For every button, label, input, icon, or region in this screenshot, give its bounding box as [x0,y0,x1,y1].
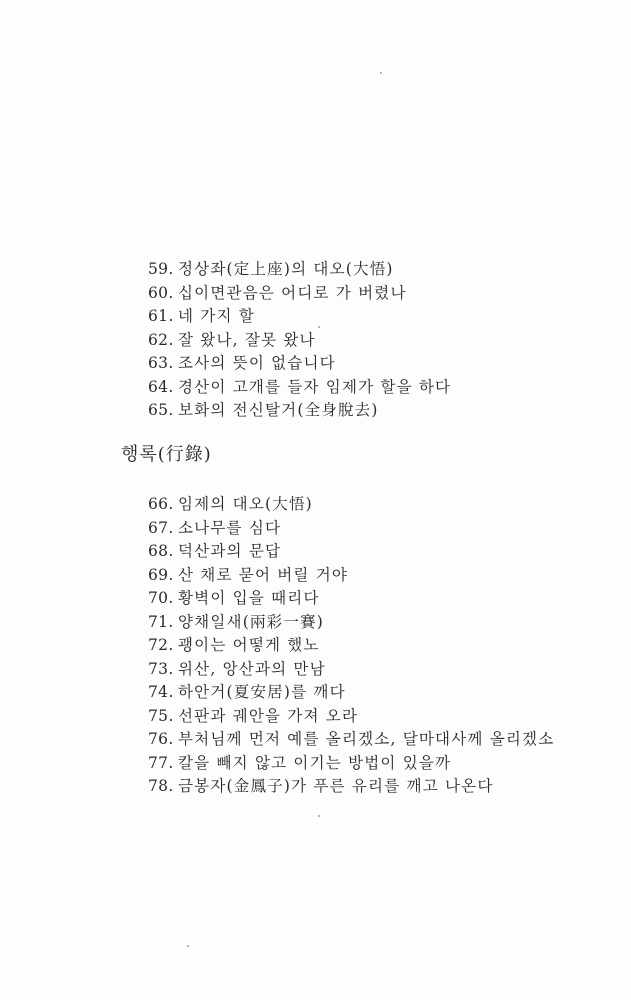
toc-entry-title: 십이면관음은 어디로 가 버렸나 [178,283,407,302]
toc-entry-number: 70. [148,589,174,607]
toc-entry-number: 62. [148,330,174,349]
toc-entry-number: 77. [148,753,174,772]
toc-entry [148,634,554,658]
toc-list-group-2 [148,493,554,799]
toc-entry [148,399,451,423]
toc-entry [148,705,554,729]
toc-entry-number: 75. [148,706,174,725]
toc-entry [148,493,554,517]
toc-entry-title: 선판과 궤안을 가져 오라 [178,706,359,725]
paper-speck [318,815,320,817]
paper-speck [187,945,189,947]
toc-entry-title: 칼을 빼지 않고 이기는 방법이 있을까 [178,753,452,772]
toc-entry-number: 78. [148,777,174,795]
toc-entry-number: 65. [148,401,174,419]
toc-entry-title: 정상좌(定上座)의 대오(大悟) [178,260,394,278]
toc-entry-title: 잘 왔나, 잘못 왔나 [178,330,316,349]
toc-entry-title: 양채일새(兩彩一賽) [178,612,324,631]
toc-entry-number: 76. [148,730,174,748]
toc-entry [148,611,554,635]
toc-entry [148,587,554,611]
toc-entry-title: 부처님께 먼저 예를 올리겠소, 달마대사께 올리겠소 [178,730,555,748]
toc-entry-title: 네 가지 할 [178,307,255,325]
toc-entry-title: 조사의 뜻이 없습니다 [178,354,336,372]
toc-entry [148,352,451,376]
toc-entry [148,564,554,588]
toc-entry-title: 산 채로 묻어 버릴 거야 [178,565,349,584]
toc-entry-number: 74. [148,683,174,701]
toc-entry [148,752,554,776]
toc-entry [148,517,554,541]
toc-entry-number: 72. [148,636,174,654]
toc-entry-number: 60. [148,283,174,302]
toc-entry-number: 71. [148,612,174,631]
toc-entry-number: 73. [148,659,174,678]
toc-entry-title: 황벽이 입을 때리다 [178,589,320,607]
paper-speck [380,72,382,74]
toc-entry-number: 66. [148,495,174,513]
toc-entry [148,658,554,682]
toc-entry-title: 위산, 앙산과의 만남 [178,659,326,678]
toc-entry [148,540,554,564]
toc-entry [148,282,451,306]
toc-entry [148,305,451,329]
toc-entry-title: 덕산과의 문답 [178,542,282,560]
toc-entry [148,775,554,799]
toc-entry-title: 임제의 대오(大悟) [178,495,313,513]
toc-entry-title: 금봉자(金鳳子)가 푸른 유리를 깨고 나온다 [178,777,494,795]
toc-entry-number: 61. [148,307,174,325]
toc-entry-title: 괭이는 어떻게 했노 [178,636,320,654]
section-heading: 행록(行錄) [121,444,212,465]
toc-entry-number: 64. [148,377,174,396]
toc-entry-title: 보화의 전신탈거(全身脫去) [178,401,379,419]
toc-entry [148,681,554,705]
toc-entry [148,258,451,282]
toc-entry-title: 소나무를 심다 [178,518,282,537]
toc-entry-number: 67. [148,518,174,537]
toc-entry-title: 경산이 고개를 들자 임제가 할을 하다 [178,377,452,396]
toc-entry-title: 하안거(夏安居)를 깨다 [178,683,346,701]
toc-entry-number: 69. [148,565,174,584]
toc-entry [148,376,451,400]
toc-entry [148,329,451,353]
toc-entry [148,728,554,752]
toc-list-group-1 [148,258,451,423]
toc-entry-number: 63. [148,354,174,372]
toc-entry-number: 68. [148,542,174,560]
toc-entry-number: 59. [148,260,174,278]
